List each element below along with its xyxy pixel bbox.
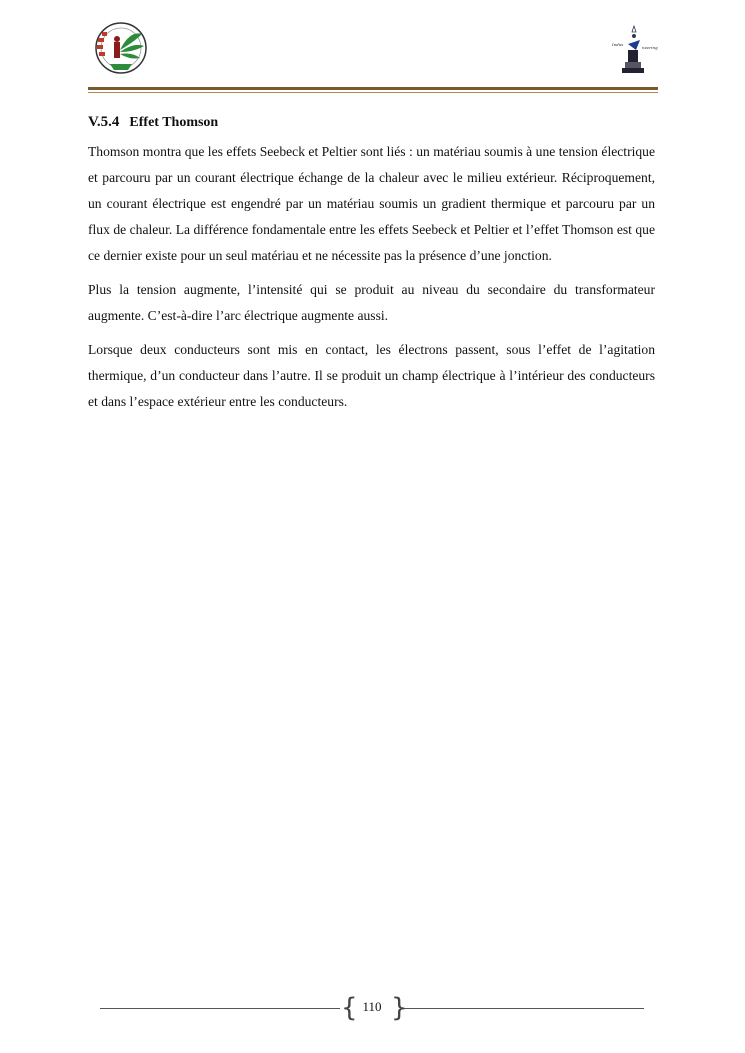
header-rule-thin	[88, 92, 658, 93]
laboratory-logo-icon	[608, 24, 664, 80]
footer-rule-left	[100, 1008, 340, 1009]
section-number: V.5.4	[88, 114, 120, 130]
paragraph: Lorsque deux conducteurs sont mis en contact, les électrons passent, sous l’effet de l’agitation thermique, d’un conducteur dans l’autre. Il se produit un champ électrique à l’intérieur des conducteurs et dans l’espace extérieur entre les conducteurs.	[88, 342, 655, 409]
main-content	[88, 112, 655, 423]
svg-text:neering: neering	[642, 45, 658, 50]
university-emblem-icon	[90, 20, 152, 80]
left-brace-icon: {	[341, 993, 358, 1023]
page-number: 110	[362, 999, 382, 1014]
paragraph: Thomson montra que les effets Seebeck et Peltier sont liés : un matériau soumis à une tension électrique et parcouru par un courant électrique échange de la chaleur avec le milieu extérieur. Réciproquement, un courant électrique est engendré par un matériau soumis un gradient thermique et parcouru par un flux de chaleur. La différence fondamentale entre les effets Seebeck et Peltier et l’effet Thomson est que ce dernier existe pour un seul matériau et ne nécessite pas la présence d’une jonction.	[88, 144, 655, 263]
header-rule-thick	[88, 87, 658, 90]
section-heading	[88, 112, 655, 133]
svg-text:· · · · · ·: · · · · · ·	[115, 75, 127, 79]
section-title: Effet Thomson	[129, 115, 219, 130]
right-brace-icon: }	[391, 993, 408, 1023]
svg-text:Indus: Indus	[612, 42, 624, 47]
paragraph: Plus la tension augmente, l’intensité qui se produit au niveau du secondaire du transformateur augmente. C’est-à-dire l’arc électrique augmente aussi.	[88, 282, 655, 323]
footer-rule-right	[402, 1008, 644, 1009]
